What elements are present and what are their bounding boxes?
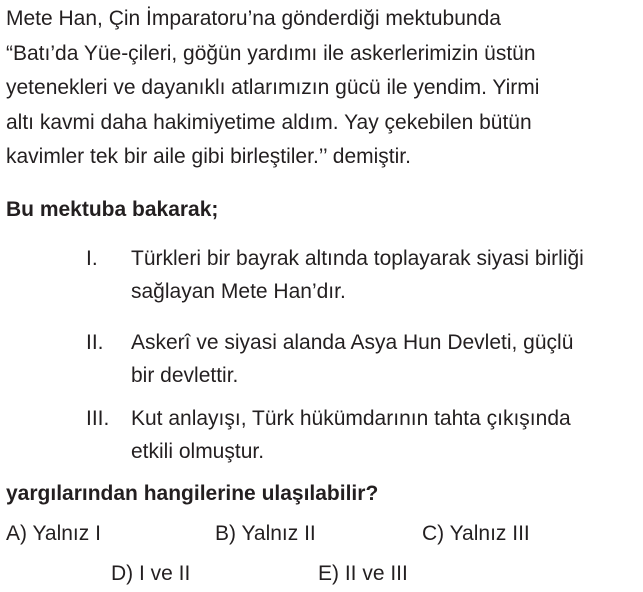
option-b[interactable]: B) Yalnız II [215, 522, 316, 545]
passage-line: altı kavmi daha hakimiyetime aldım. Yay çekebilen bütün [6, 110, 532, 134]
option-c[interactable]: C) Yalnız III [422, 522, 530, 545]
passage-text [6, 2, 643, 175]
statement-line: bir devlettir. [131, 364, 239, 387]
statement-text [131, 402, 643, 468]
statement-line: Türkleri bir bayrak altında toplayarak siyasi birliği [131, 247, 584, 270]
question-prompt: Bu mektuba bakarak; [6, 198, 219, 221]
passage-line: kavimler tek bir aile gibi birleştiler.’’ demiştir. [6, 145, 411, 168]
option-a[interactable]: A) Yalnız I [6, 522, 101, 545]
statement-line: etkili olmuştur. [131, 440, 265, 463]
statement-line: Askerî ve siyasi alanda Asya Hun Devleti, güçlü [131, 331, 574, 354]
statement-numeral: II. [86, 331, 104, 354]
statement-numeral: III. [86, 407, 110, 430]
passage-line: yetenekleri ve dayanıklı atlarımızın gücü ile yendim. Yirmi [6, 76, 540, 99]
statement-line: sağlayan Mete Han’dır. [131, 280, 346, 303]
question-stem: yargılarından hangilerine ulaşılabilir? [6, 482, 379, 505]
statement-text [131, 326, 643, 392]
option-e[interactable]: E) II ve III [318, 562, 408, 585]
statement-line: Kut anlayışı, Türk hükümdarının tahta çıkışında [131, 407, 571, 430]
option-d[interactable]: D) I ve II [111, 562, 191, 585]
passage-line: Mete Han, Çin İmparatoru’na gönderdiği mektubunda [6, 7, 501, 30]
passage-line: “Batı’da Yüe-çileri, göğün yardımı ile askerlerimizin üstün [6, 41, 536, 65]
statement-text [131, 242, 643, 308]
statement-numeral: I. [86, 247, 98, 270]
